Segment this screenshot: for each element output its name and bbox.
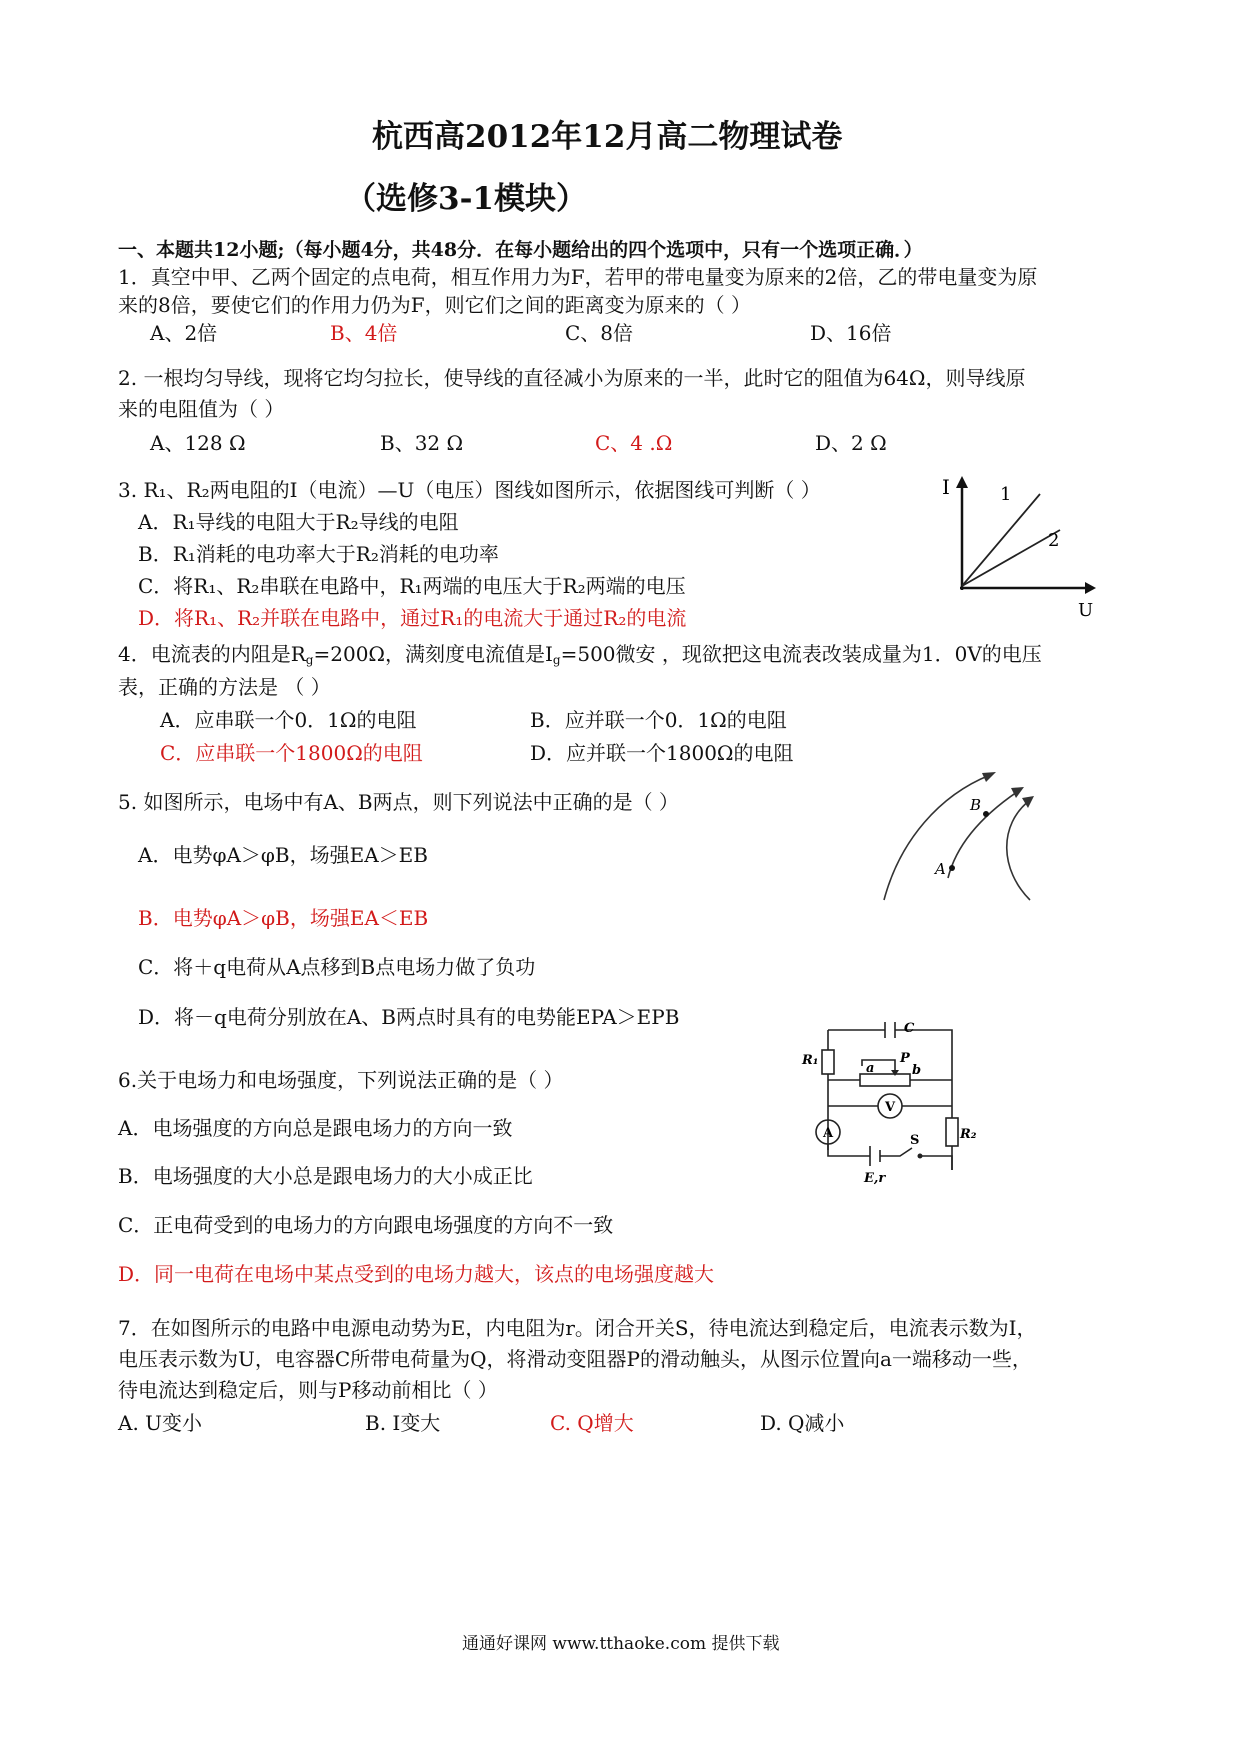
q4-option-a: A．应串联一个0．1Ω的电阻	[160, 708, 417, 732]
q2-option-c: C、4 .Ω	[595, 431, 673, 455]
graph-line-1	[962, 494, 1040, 586]
q7-option-b: B. I变大	[365, 1411, 441, 1435]
switch-label: S	[910, 1133, 920, 1148]
q7-line3: 待电流达到稳定后，则与P移动前相比（ ）	[118, 1378, 498, 1402]
section-header: 一、本题共12小题;（每小题4分，共48分．在每小题给出的四个选项中，只有一个选项正确．）	[118, 239, 923, 261]
q4-option-c: C．应串联一个1800Ω的电阻	[160, 741, 423, 765]
q3-option-b: B．R₁消耗的电功率大于R₂消耗的电功率	[138, 542, 499, 566]
field-line-middle-arrow	[1011, 787, 1024, 798]
graph-line-2	[962, 530, 1060, 586]
u-axis-arrow	[1085, 582, 1096, 594]
u-axis-label: U	[1078, 600, 1094, 620]
battery-label: E,r	[864, 1171, 886, 1186]
q7-option-c: C. Q增大	[550, 1411, 634, 1435]
field-line-right	[1007, 800, 1030, 900]
switch-contact	[918, 1154, 923, 1159]
q2-option-a: A、128 Ω	[150, 431, 246, 455]
q7-line1: 7．在如图所示的电路中电源电动势为E，内电阻为r。闭合开关S，待电流达到稳定后，电流表示数为I，	[118, 1316, 1037, 1340]
q2-line1: 2. 一根均匀导线，现将它均匀拉长，使导线的直径减小为原来的一半，此时它的阻值为64Ω，则导线原	[118, 366, 1026, 390]
q7-option-d: D. Q减小	[760, 1411, 845, 1435]
ammeter-label: A	[823, 1126, 834, 1141]
q6-option-d: D．同一电荷在电场中某点受到的电场力越大，该点的电场强度越大	[118, 1262, 715, 1286]
q3-option-a: A．R₁导线的电阻大于R₂导线的电阻	[138, 510, 459, 534]
point-b	[983, 811, 989, 817]
q4-option-d: D．应并联一个1800Ω的电阻	[530, 741, 794, 765]
q3-option-d: D．将R₁、R₂并联在电路中，通过R₁的电流大于通过R₂的电流	[138, 606, 687, 630]
point-a	[949, 865, 955, 871]
q6-option-a: A．电场强度的方向总是跟电场力的方向一致	[118, 1116, 513, 1140]
r2-label: R₂	[960, 1127, 977, 1142]
slider-p-label: P	[900, 1051, 910, 1066]
r1-label: R₁	[802, 1053, 819, 1068]
q5-option-d: D．将－q电荷分别放在A、B两点时具有的电势能EPA＞EPB	[138, 1005, 680, 1029]
line-1-label: 1	[1000, 484, 1012, 505]
q5-line1: 5. 如图所示，电场中有A、B两点，则下列说法中正确的是（ ）	[118, 790, 679, 814]
voltmeter-label: V	[885, 1100, 896, 1115]
circuit-diagram	[800, 1020, 1000, 1190]
q2-option-b: B、32 Ω	[380, 431, 464, 455]
q1-option-d: D、16倍	[810, 321, 892, 345]
q4-option-b: B．应并联一个0．1Ω的电阻	[530, 708, 787, 732]
bottom-wire	[828, 1144, 952, 1170]
q5-option-b: B．电势φA＞φB，场强EA＜EB	[138, 906, 429, 930]
page-subtitle: （选修3-1模块）	[345, 181, 588, 217]
i-axis-arrow	[956, 476, 968, 488]
i-axis-label: I	[942, 475, 950, 499]
page-title: 杭西高2012年12月高二物理试卷	[372, 119, 843, 155]
q1-option-b: B、4倍	[330, 321, 398, 345]
q2-option-d: D、2 Ω	[815, 431, 887, 455]
point-b-label: B	[970, 796, 982, 814]
resistor-r1	[822, 1050, 834, 1074]
q1-line1: 1．真空中甲、乙两个固定的点电荷，相互作用力为F，若甲的带电量变为原来的2倍，乙的带电量变为原	[118, 265, 1038, 289]
q3-line1: 3. R₁、R₂两电阻的I（电流）—U（电压）图线如图所示，依据图线可判断（ ）	[118, 478, 821, 502]
q5-option-a: A．电势φA＞φB，场强EA＞EB	[138, 843, 428, 867]
slider-arrow	[891, 1070, 899, 1076]
field-line-left	[884, 775, 990, 900]
point-a-label: A	[935, 860, 946, 878]
q1-line2: 来的8倍，要使它们的作用力仍为F，则它们之间的距离变为原来的（ ）	[118, 293, 751, 317]
q1-option-a: A、2倍	[150, 321, 218, 345]
q7-line2: 电压表示数为U，电容器C所带电荷量为Q，将滑动变阻器P的滑动触头，从图示位置向a一端移动一些，	[118, 1347, 1032, 1371]
q6-line1: 6.关于电场力和电场强度，下列说法正确的是（ ）	[118, 1068, 564, 1092]
q4-line1: 4．电流表的内阻是$R_g=200\Omega$，满刻度电流值是$I_g=500$微安 ，现欲把这电流表改装成量为1．0V的电压	[118, 642, 1042, 667]
q6-option-c: C．正电荷受到的电场力的方向跟电场强度的方向不一致	[118, 1213, 614, 1237]
q5-option-c: C．将＋q电荷从A点移到B点电场力做了负功	[138, 955, 536, 979]
q2-line2: 来的电阻值为（ ）	[118, 397, 285, 421]
field-lines-figure	[870, 760, 1080, 910]
capacitor-label: C	[904, 1021, 915, 1036]
q6-option-b: B．电场强度的大小总是跟电场力的大小成正比	[118, 1164, 533, 1188]
iu-graph-figure	[930, 470, 1100, 620]
page-footer: 通通好课网 www.tthaoke.com 提供下载	[462, 1634, 780, 1654]
rheostat-b-label: b	[912, 1063, 922, 1078]
resistor-r2	[946, 1118, 958, 1146]
q4-line2: 表，正确的方法是 （ ）	[118, 675, 331, 699]
q3-option-c: C．将R₁、R₂串联在电路中，R₁两端的电压大于R₂两端的电压	[138, 574, 686, 598]
q7-option-a: A. U变小	[118, 1411, 203, 1435]
line-2-label: 2	[1048, 530, 1060, 551]
field-line-left-arrow	[982, 772, 996, 782]
rheostat-a-label: a	[866, 1061, 875, 1076]
q1-option-c: C、8倍	[565, 321, 634, 345]
